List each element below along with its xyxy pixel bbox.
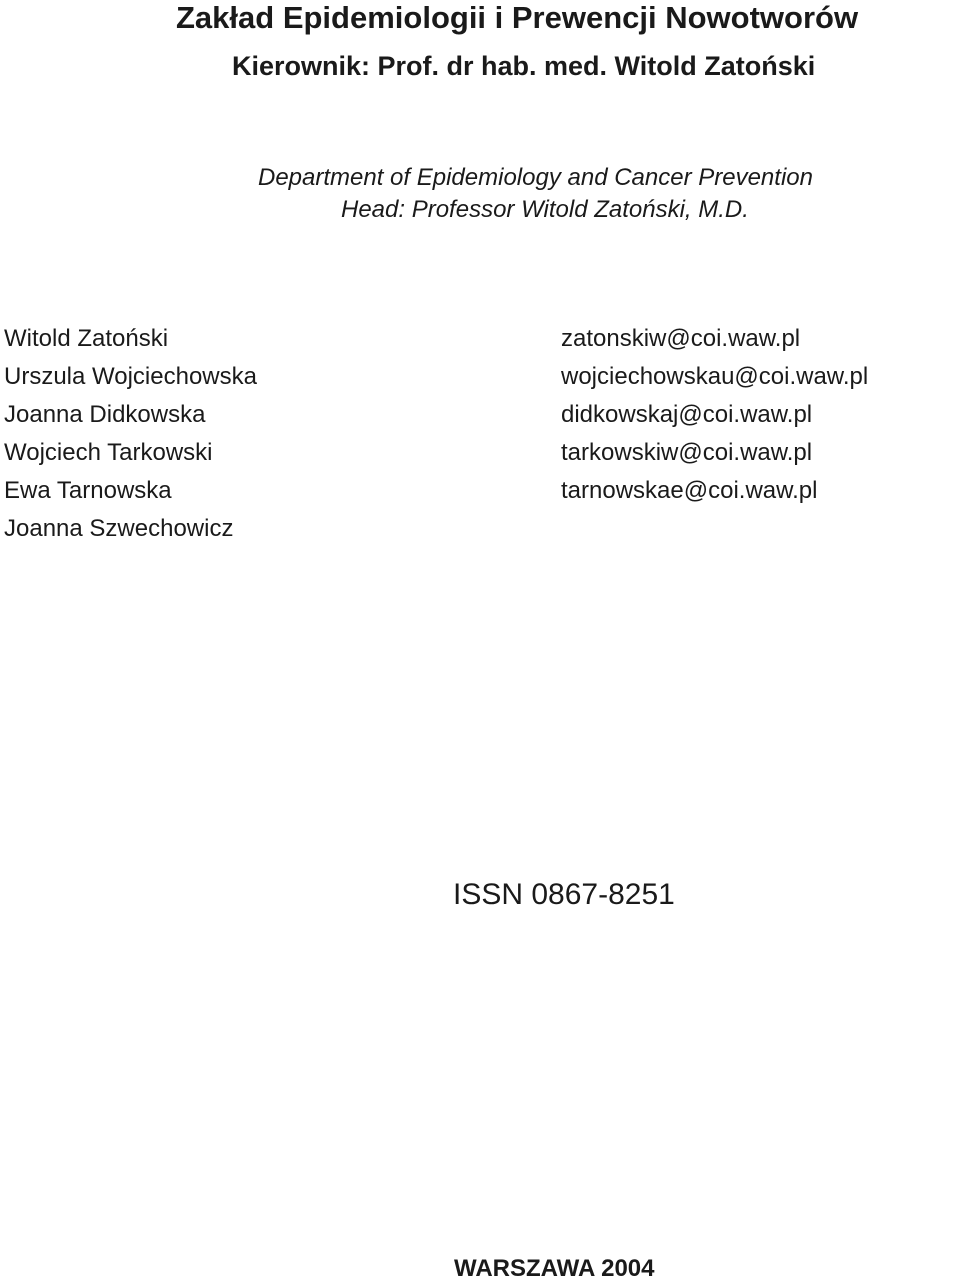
staff-name: Joanna Didkowska — [4, 401, 206, 428]
department-head-polish: Kierownik: Prof. dr hab. med. Witold Zatoński — [232, 51, 816, 81]
department-head-english: Head: Professor Witold Zatoński, M.D. — [341, 196, 749, 223]
staff-emails-list — [561, 326, 868, 516]
staff-name: Urszula Wojciechowska — [4, 363, 257, 390]
staff-email: tarnowskae@coi.waw.pl — [561, 477, 818, 504]
staff-name: Ewa Tarnowska — [4, 477, 172, 504]
publication-place-year: WARSZAWA 2004 — [454, 1255, 655, 1282]
staff-name: Joanna Szwechowicz — [4, 515, 234, 542]
department-title-english: Department of Epidemiology and Cancer Prevention — [258, 164, 813, 191]
staff-name: Witold Zatoński — [4, 325, 169, 352]
staff-email: zatonskiw@coi.waw.pl — [561, 325, 801, 352]
staff-email: wojciechowskau@coi.waw.pl — [561, 363, 869, 390]
staff-name: Wojciech Tarkowski — [4, 439, 213, 466]
staff-email: tarkowskiw@coi.waw.pl — [561, 439, 813, 466]
staff-names-list — [4, 326, 257, 554]
department-title-polish: Zakład Epidemiologii i Prewencji Nowotworów — [176, 0, 859, 35]
staff-email: didkowskaj@coi.waw.pl — [561, 401, 813, 428]
issn-number: ISSN 0867-8251 — [453, 878, 675, 911]
